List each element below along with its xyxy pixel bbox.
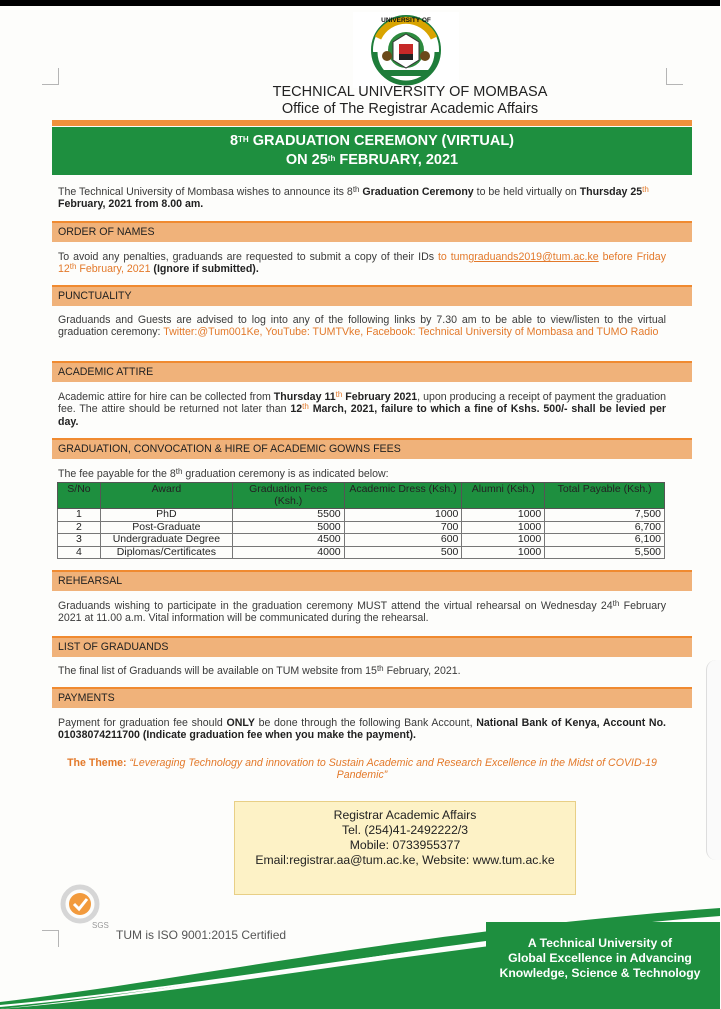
col-header: S/No xyxy=(58,483,101,509)
section-payments: PAYMENTS xyxy=(52,687,692,708)
theme-statement: The Theme: “Leveraging Technology and innovation to Sustain Academic and Research Excellence in the Midst of COVID-19 Pandemic” xyxy=(67,757,657,782)
cell-dress: 500 xyxy=(344,546,462,559)
contact-email-website[interactable]: Email:registrar.aa@tum.ac.ke, Website: www.tum.ac.ke xyxy=(255,853,555,867)
cell-sno: 3 xyxy=(58,534,101,547)
cell-total: 6,700 xyxy=(545,521,665,534)
cell-sno: 4 xyxy=(58,546,101,559)
cell-grad-fee: 5000 xyxy=(232,521,344,534)
intro-paragraph: The Technical University of Mombasa wishes to announce its 8th Graduation Ceremony to be held virtually on Thursday 25th February, 2021 from 8.00 am. xyxy=(58,185,649,211)
vision-statement xyxy=(487,936,713,981)
university-name: TECHNICAL UNIVERSITY OF MOMBASA xyxy=(272,84,548,100)
cell-alumni: 1000 xyxy=(462,546,545,559)
fees-table xyxy=(57,482,665,559)
fees-table-header xyxy=(58,483,665,509)
section-academic-attire: ACADEMIC ATTIRE xyxy=(52,361,692,382)
cell-total: 5,500 xyxy=(545,546,665,559)
attire-paragraph: Academic attire for hire can be collected from Thursday 11th February 2021, upon producing a receipt of payment the graduation fee. The attire should be returned not later than 12th March, 2021, failure to which a fine of Kshs. 500/- shall be levied per day. xyxy=(58,390,666,428)
orange-rule xyxy=(52,120,692,126)
contact-tel: Tel. (254)41-2492222/3 xyxy=(341,823,469,837)
side-scroll-handle[interactable] xyxy=(706,660,721,860)
svg-text:UNIVERSITY OF: UNIVERSITY OF xyxy=(381,17,431,24)
cell-award: Post-Graduate xyxy=(100,521,232,534)
cell-alumni: 1000 xyxy=(462,509,545,522)
col-header: Alumni (Ksh.) xyxy=(462,483,545,509)
section-fees: GRADUATION, CONVOCATION & HIRE OF ACADEMIC GOWNS FEES xyxy=(52,438,692,459)
top-edge-bar xyxy=(0,0,720,6)
table-row xyxy=(58,509,665,522)
cell-grad-fee: 4000 xyxy=(232,546,344,559)
col-header: Academic Dress (Ksh.) xyxy=(344,483,462,509)
cell-dress: 700 xyxy=(344,521,462,534)
registrar-contact-box xyxy=(234,801,576,895)
table-row xyxy=(58,546,665,559)
table-row xyxy=(58,534,665,547)
cell-award: Diplomas/Certificates xyxy=(100,546,232,559)
cell-award: PhD xyxy=(100,509,232,522)
banner-line-2: ON 25th FEBRUARY, 2021 xyxy=(285,152,459,168)
ceremony-banner xyxy=(52,127,692,175)
banner-line-1: 8TH GRADUATION CEREMONY (VIRTUAL) xyxy=(229,133,515,149)
payments-paragraph: Payment for graduation fee should ONLY be done through the following Bank Account, National Bank of Kenya, Account No. 01038074211700 (Indicate graduation fee when you make the payment). xyxy=(58,717,666,742)
office-name: Office of The Registrar Academic Affairs xyxy=(281,101,539,117)
cell-dress: 600 xyxy=(344,534,462,547)
crop-mark-top-right xyxy=(666,68,683,85)
cell-grad-fee: 5500 xyxy=(232,509,344,522)
crop-mark-top-left xyxy=(42,68,59,85)
rehearsal-paragraph: Graduands wishing to participate in the graduation ceremony MUST attend the virtual rehearsal on Wednesday 24th February 2021 at 11.00 a.m. Vital information will be communicated during the rehearsal. xyxy=(58,599,666,625)
cell-dress: 1000 xyxy=(344,509,462,522)
order-of-names-paragraph: To avoid any penalties, graduands are requested to submit a copy of their IDs to tumgraduands2019@tum.ac.ke before Friday 12th February, 2021 (Ignore if submitted). xyxy=(58,251,666,276)
col-header: Award xyxy=(100,483,232,509)
section-punctuality: PUNCTUALITY xyxy=(52,285,692,306)
section-rehearsal: REHEARSAL xyxy=(52,570,692,591)
iso-certification-text: TUM is ISO 9001:2015 Certified xyxy=(116,928,287,942)
cell-alumni: 1000 xyxy=(462,521,545,534)
punctuality-paragraph: Graduands and Guests are advised to log into any of the following links by 7.30 am to be able to view/listen to the virtual graduation ceremony: Twitter:@Tum001Ke, YouTube: TUMTVke, Facebook: Technical University of Mombasa and TUMO Radio xyxy=(58,314,666,339)
col-header: Graduation Fees (Ksh.) xyxy=(232,483,344,509)
contact-mobile: Mobile: 0733955377 xyxy=(349,838,461,852)
cell-alumni: 1000 xyxy=(462,534,545,547)
cell-grad-fee: 4500 xyxy=(232,534,344,547)
fees-intro: The fee payable for the 8th graduation ceremony is as indicated below: xyxy=(58,467,389,480)
contact-office: Registrar Academic Affairs xyxy=(333,808,477,822)
col-header: Total Payable (Ksh.) xyxy=(545,483,665,509)
vision-line: A Technical University of xyxy=(527,936,673,950)
sgs-label: SGS xyxy=(92,921,109,930)
cell-total: 6,100 xyxy=(545,534,665,547)
table-row xyxy=(58,521,665,534)
vision-line: Global Excellence in Advancing xyxy=(508,951,692,965)
section-list-of-graduands: LIST OF GRADUANDS xyxy=(52,636,692,657)
list-of-graduands-paragraph: The final list of Graduands will be available on TUM website from 15th February, 2021. xyxy=(58,664,461,677)
section-order-of-names: ORDER OF NAMES xyxy=(52,221,692,242)
university-seal-logo xyxy=(353,12,459,88)
cell-sno: 2 xyxy=(58,521,101,534)
cell-total: 7,500 xyxy=(545,509,665,522)
sgs-certification-icon xyxy=(58,882,109,930)
vision-line: Knowledge, Science & Technology xyxy=(499,966,701,980)
cell-award: Undergraduate Degree xyxy=(100,534,232,547)
graduands-email-link[interactable]: graduands2019@tum.ac.ke xyxy=(468,251,599,263)
social-links[interactable]: Twitter:@Tum001Ke, YouTube: TUMTVke, Facebook: Technical University of Mombasa and TUMO Radio xyxy=(163,326,659,339)
cell-sno: 1 xyxy=(58,509,101,522)
